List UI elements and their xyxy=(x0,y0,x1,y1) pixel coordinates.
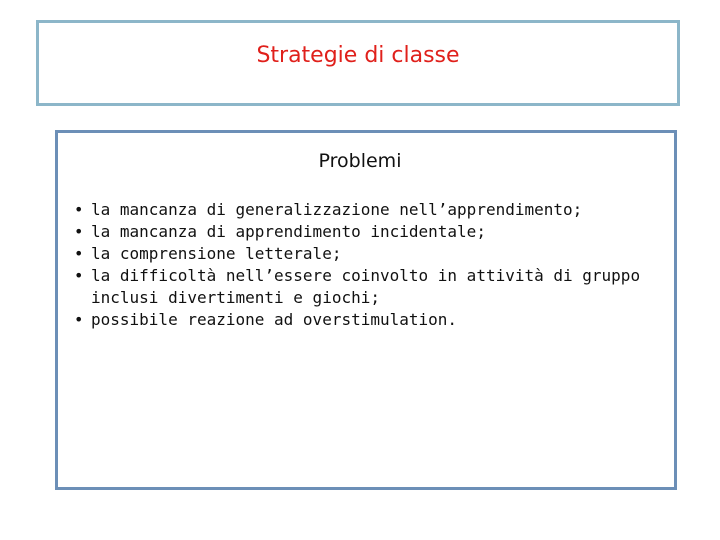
problems-list xyxy=(74,199,680,331)
slide-title: Strategie di classe xyxy=(256,43,460,68)
list-item xyxy=(74,309,680,331)
list-item-text: la difficoltà nell’essere coinvolto in attività di gruppo inclusi divertimenti e giochi; xyxy=(91,266,641,307)
list-item xyxy=(74,243,680,265)
list-item-text: la mancanza di apprendimento incidentale; xyxy=(91,222,486,241)
bullet-icon: • xyxy=(74,244,84,263)
bullet-icon: • xyxy=(74,222,84,241)
list-item xyxy=(74,199,680,221)
list-item xyxy=(74,221,680,243)
bullet-icon: • xyxy=(74,200,84,219)
title-box xyxy=(36,20,680,106)
bullet-icon: • xyxy=(74,266,84,285)
list-item-text: la mancanza di generalizzazione nell’apprendimento; xyxy=(91,200,583,219)
list-item-text: possibile reazione ad overstimulation. xyxy=(91,310,458,329)
bullet-icon: • xyxy=(74,310,84,329)
list-item-text: la comprensione letterale; xyxy=(91,244,342,263)
content-subtitle: Problemi xyxy=(318,150,402,172)
list-item xyxy=(74,265,680,309)
